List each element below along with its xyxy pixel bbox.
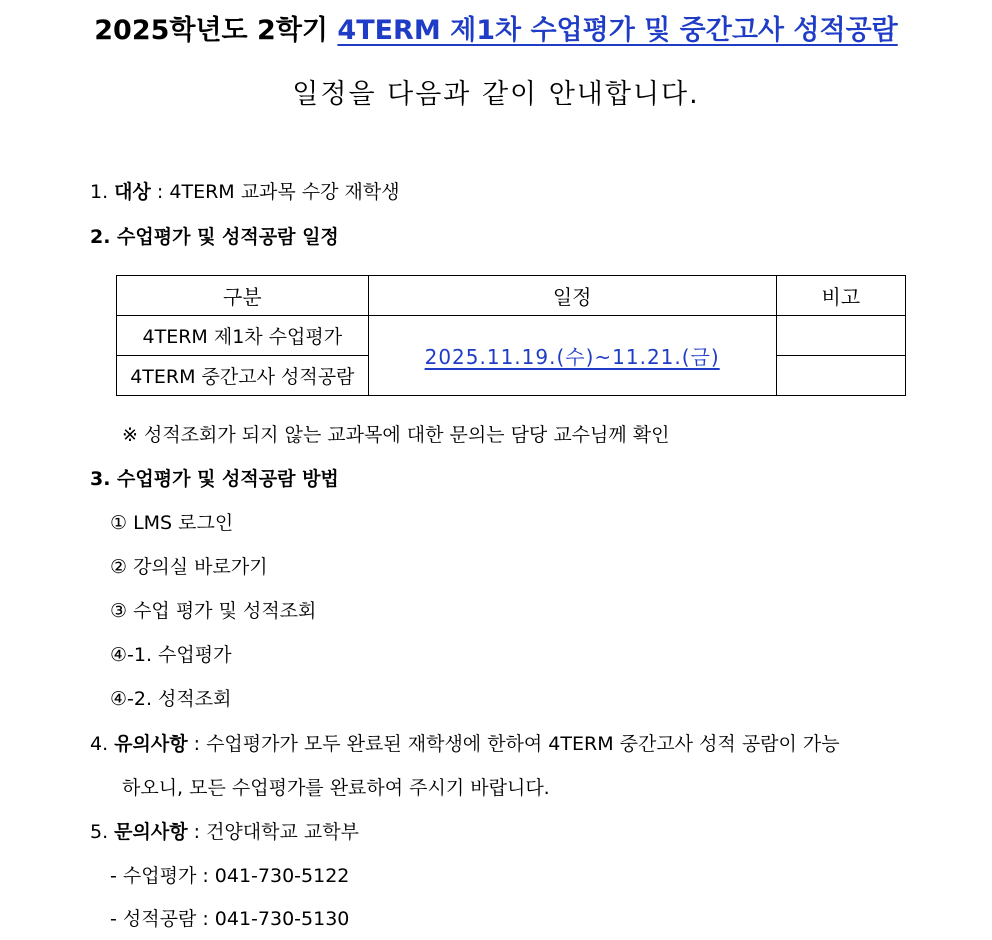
- title-highlight: 4TERM 제1차 수업평가 및 중간고사 성적공람: [337, 15, 898, 46]
- section-number: 1.: [90, 181, 115, 203]
- section-method-heading: 3. 수업평가 및 성적공람 방법: [90, 468, 339, 490]
- header-schedule: 일정: [368, 276, 776, 316]
- section-contact: [90, 820, 359, 844]
- section-target: [90, 180, 400, 204]
- row-remark: [776, 356, 905, 396]
- section-text: : 4TERM 교과목 수강 재학생: [150, 181, 400, 203]
- section-text: : 수업평가가 모두 완료된 재학생에 한하여 4TERM 중간고사 성적 공람이 가능: [187, 733, 840, 755]
- section-number: 5.: [90, 821, 115, 843]
- header-category: 구분: [117, 276, 369, 316]
- section-schedule-heading: 2. 수업평가 및 성적공람 일정: [90, 226, 339, 248]
- step-item: ③ 수업 평가 및 성적조회: [110, 600, 317, 622]
- row-category: 4TERM 제1차 수업평가: [117, 316, 369, 356]
- section-caution-continued: 하오니, 모든 수업평가를 완료하여 주시기 바랍니다.: [122, 777, 550, 799]
- schedule-table: [116, 275, 906, 396]
- step-item: ④-1. 수업평가: [110, 644, 232, 666]
- step-item: ① LMS 로그인: [110, 512, 234, 534]
- header-remark: 비고: [776, 276, 905, 316]
- row-remark: [776, 316, 905, 356]
- table-row: [117, 316, 906, 356]
- section-label: 문의사항: [114, 821, 188, 843]
- section-label: 유의사항: [114, 733, 188, 755]
- step-item: ④-2. 성적조회: [110, 688, 232, 710]
- section-caution: [90, 732, 840, 756]
- table-header-row: [117, 276, 906, 316]
- section-number: 4.: [90, 733, 115, 755]
- row-category: 4TERM 중간고사 성적공람: [117, 356, 369, 396]
- note-text: ※ 성적조회가 되지 않는 교과목에 대한 문의는 담당 교수님께 확인: [122, 424, 670, 446]
- schedule-date: [368, 316, 776, 396]
- page-title: [0, 8, 992, 47]
- step-item: ② 강의실 바로가기: [110, 556, 268, 578]
- schedule-date-text: 2025.11.19.(수)~11.21.(금): [424, 345, 720, 369]
- page-subtitle: 일정을 다음과 같이 안내합니다.: [292, 79, 700, 110]
- contact-item: - 성적공람 : 041-730-5130: [110, 908, 350, 930]
- section-label: 대상: [114, 181, 151, 203]
- section-text: : 건양대학교 교학부: [187, 821, 359, 843]
- contact-item: - 수업평가 : 041-730-5122: [110, 865, 350, 887]
- title-prefix: 2025학년도 2학기: [94, 15, 338, 46]
